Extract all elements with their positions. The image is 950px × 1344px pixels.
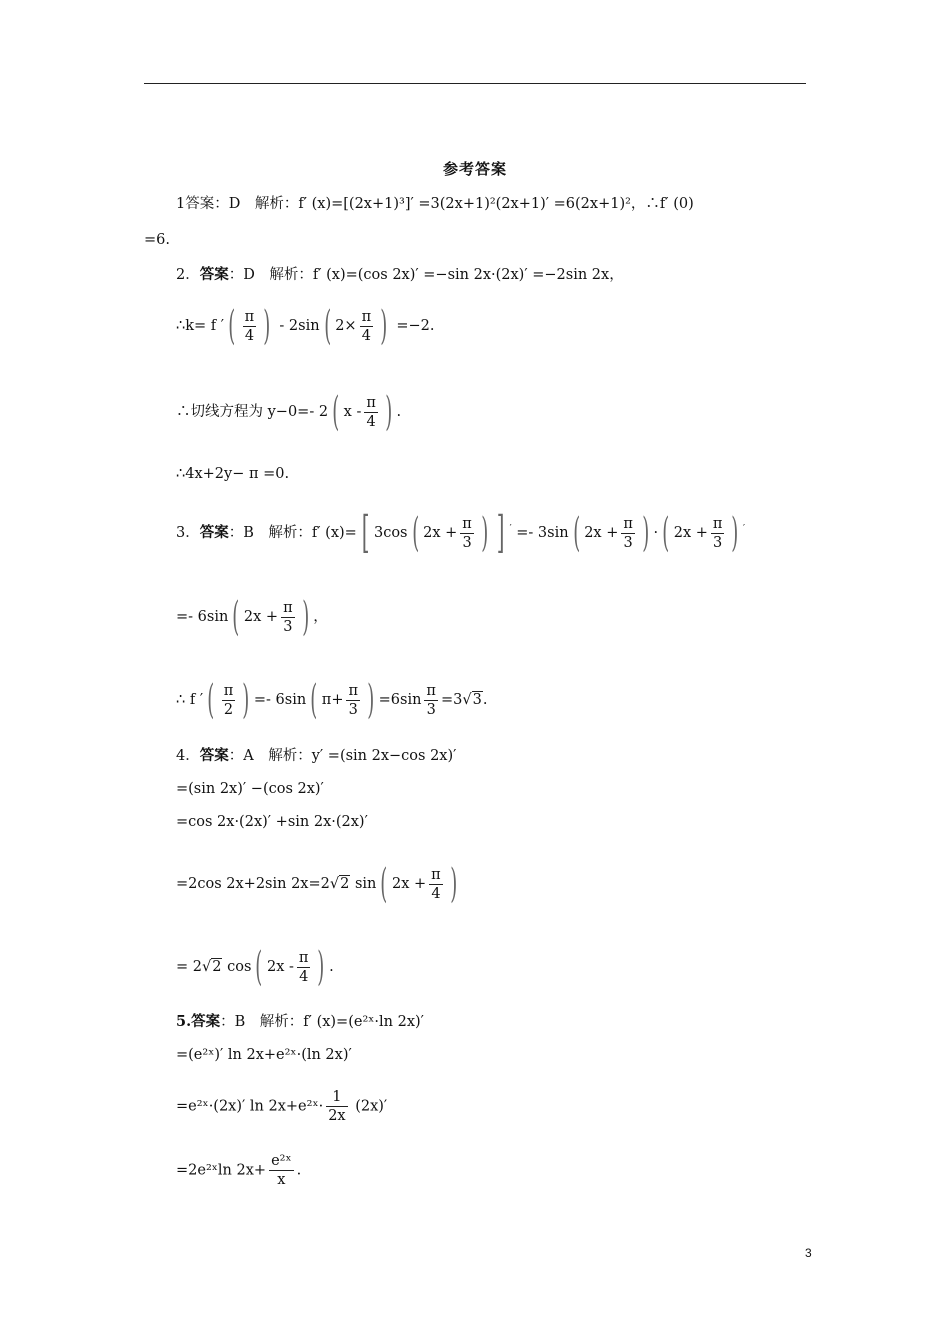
q4-solution: ：A 解析：y′ =(sin 2x−cos 2x)′ [228, 748, 457, 764]
q2-minus-2sin: - 2sin [279, 318, 320, 334]
q4-answer-label: 答案 [199, 747, 229, 764]
q3-minus-6sin: =- 6sin [176, 609, 229, 625]
q3-inner: 2x + [673, 525, 708, 541]
paren-right: ) [642, 510, 650, 556]
paren-left: ( [662, 510, 670, 556]
q5-line4 [176, 1152, 301, 1189]
paren-left: ( [207, 677, 215, 723]
paren-right: ) [380, 303, 388, 349]
fraction: $\frac{\pi}{2}$ [223, 682, 234, 718]
q5-expr: =e²ˣ·(2x)′ ln 2x+e²ˣ· [176, 1098, 324, 1115]
page-title: 参考答案 [442, 160, 507, 178]
q4-number: 4． [176, 748, 200, 764]
paren-left: ( [572, 510, 580, 556]
page-number: 3 [805, 1246, 812, 1260]
eq: = [176, 959, 189, 975]
fraction: $\frac{\text{e²ˣ}}{x}$ [271, 1153, 292, 1188]
q1-line1: 1答案：D 解析：f′ (x)=[(2x+1)³]′ =3(2x+1)²(2x+1)′ =6(2x+1)²，∴f′ (0) [176, 196, 694, 212]
sin: sin [354, 876, 377, 892]
fraction: $\frac{\pi}{4}$ [431, 866, 441, 902]
header-rule [144, 83, 806, 84]
q3-pi-plus: π+ [321, 692, 344, 708]
paren-right: ) [242, 677, 250, 723]
paren-left: ( [310, 677, 318, 723]
q2-line3 [176, 389, 402, 435]
q5-line2: =(e²ˣ)′ ln 2x+e²ˣ·(ln 2x)′ [176, 1047, 352, 1063]
comma: ， [313, 609, 328, 625]
cos: cos [227, 959, 252, 975]
fraction: $\frac{\pi}{3}$ [348, 682, 359, 718]
q2-solution: ：D 解析：f′ (x)=(cos 2x)′ =−sin 2x·(2x)′ =−2sin 2x， [228, 267, 624, 283]
prime: ′ [509, 524, 512, 535]
q4-line4: =2cos 2x+2sin 2x=2√2 sin ( 2x + $\frac{\pi}{4}$ ) [176, 861, 458, 907]
q2-line4: ∴4x+2y− π =0. [176, 466, 290, 482]
bracket-right: ] [497, 507, 505, 558]
q2-line1 [176, 265, 624, 285]
fraction: $\frac{\pi}{3}$ [712, 515, 723, 551]
fraction: $\frac{\pi}{4}$ [366, 394, 376, 430]
fraction: $\frac{\pi}{3}$ [462, 515, 472, 551]
q3-fprime: f ′ [189, 692, 204, 708]
period: . [296, 1162, 302, 1179]
paren-right: ) [385, 389, 393, 435]
fraction: $\frac{\pi}{4}$ [361, 308, 372, 344]
q2-x-minus: x - [343, 404, 362, 420]
q4-inner: 2x - [267, 959, 294, 975]
q3-inner: 2x + [584, 525, 619, 541]
q3-inner: 2x + [243, 609, 279, 625]
q3-result: =3 [440, 692, 463, 708]
q5-number: 5. [176, 1013, 192, 1030]
q5-solution: ：B 解析：f′ (x)=(e²ˣ·ln 2x)′ [220, 1014, 424, 1030]
paren-right: ) [301, 594, 309, 640]
q1-line2: =6. [144, 232, 170, 248]
paren-left: ( [323, 303, 331, 349]
fraction: $\frac{1}{2x}$ [328, 1089, 346, 1124]
q3-minus-3sin: =- 3sin [516, 525, 569, 541]
paren-left: ( [228, 303, 236, 349]
q2-inner: 2× [335, 318, 357, 334]
coef: 2 [320, 876, 330, 892]
q2-fprime: f ′ [210, 318, 225, 334]
q3-line2 [176, 594, 328, 640]
paren-right: ) [731, 510, 739, 556]
q5-line3 [176, 1088, 387, 1125]
q4-expr: =2cos 2x+2sin 2x= [176, 876, 321, 892]
q4-line5: = 2√2 cos ( 2x - $\frac{\pi}{4}$ ) . [176, 944, 334, 990]
paren-right: ) [449, 861, 458, 907]
dot: · [653, 525, 659, 541]
fraction: $\frac{\pi}{4}$ [244, 308, 255, 344]
q3-solution: ：B 解析：f′ (x)= [228, 525, 357, 541]
q4-line2: =(sin 2x)′ −(cos 2x)′ [176, 781, 324, 797]
fraction: $\frac{\pi}{3}$ [426, 682, 436, 718]
q2-tangent-eq: ∴切线方程为 y−0= [176, 404, 310, 420]
q3-line1 [176, 507, 746, 558]
fraction: $\frac{\pi}{4}$ [298, 949, 309, 985]
q2-k-result: =−2. [396, 318, 435, 334]
paren-right: ) [481, 510, 489, 556]
q3-inner: 2x + [423, 525, 458, 541]
q3-line3: ∴ f ′ ( $\frac{\pi}{2}$ ) =- 6sin ( π+ $\frac{\pi}{3}$ ) =6sin $\frac{\pi}{3}$ =3√3. [176, 677, 488, 723]
q4-line1 [176, 746, 456, 766]
q3-3cos: 3cos [373, 525, 408, 541]
q2-number: 2． [176, 267, 200, 283]
sqrt: 2 [340, 876, 350, 892]
prime: ′ [743, 524, 746, 535]
q5-answer-label: 答案 [191, 1013, 221, 1030]
paren-left: ( [380, 861, 388, 907]
q3-minus-6sin: =- 6sin [253, 692, 307, 708]
paren-left: ( [411, 510, 419, 556]
q2-line2 [176, 303, 435, 349]
q5-tail: (2x)′ [355, 1098, 388, 1115]
q2-k-eq: ∴k= [176, 318, 207, 334]
q2-answer-label: 答案 [199, 266, 229, 283]
paren-left: ( [255, 944, 263, 990]
period: . [396, 404, 402, 420]
q3-number: 3． [176, 525, 200, 541]
q4-line3: =cos 2x·(2x)′ +sin 2x·(2x)′ [176, 814, 368, 830]
q3-answer-label: 答案 [199, 524, 229, 541]
paren-left: ( [332, 389, 340, 435]
period: . [482, 692, 488, 708]
q5-expr: =2e²ˣln 2x+ [176, 1162, 267, 1179]
paren-right: ) [317, 944, 325, 990]
paren-left: ( [232, 594, 240, 640]
fraction: $\frac{\pi}{3}$ [283, 599, 293, 635]
period: . [329, 959, 334, 975]
paren-right: ) [367, 677, 375, 723]
q5-line1 [176, 1012, 424, 1032]
therefore: ∴ [176, 692, 186, 708]
bracket-left: [ [361, 507, 370, 558]
coef: 2 [192, 959, 202, 975]
sqrt: 3 [472, 692, 482, 708]
q3-6sin: =6sin [378, 692, 422, 708]
q4-inner: 2x + [392, 876, 427, 892]
sqrt: 2 [212, 959, 222, 975]
q2-coef: - 2 [309, 404, 329, 420]
paren-right: ) [263, 303, 271, 349]
fraction: $\frac{\pi}{3}$ [623, 515, 633, 551]
